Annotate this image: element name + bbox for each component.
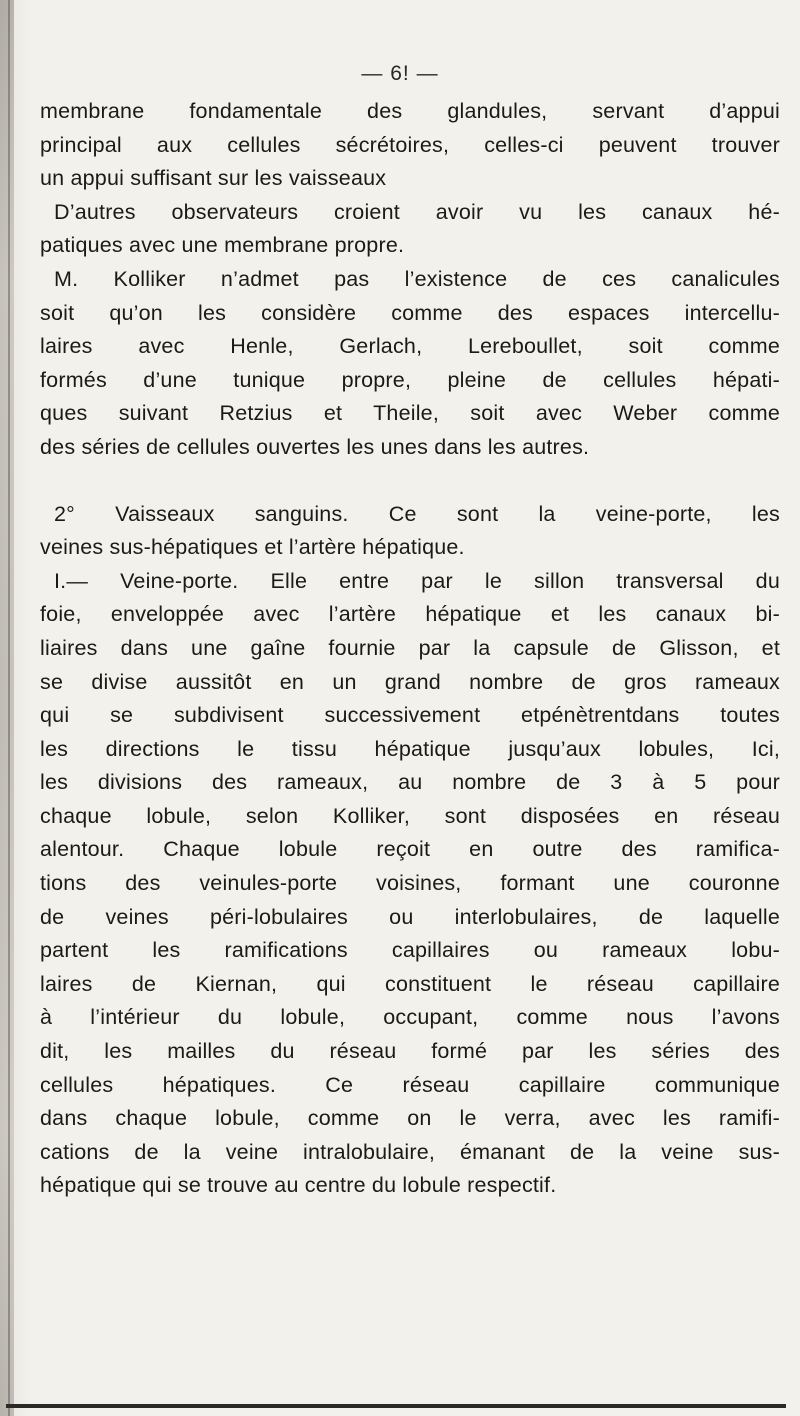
binding-gutter	[0, 0, 14, 1416]
section-gap	[40, 465, 780, 498]
text-line: partent les ramifications capillaires ou rameaux lobu-	[40, 938, 780, 963]
text-line: D’autres observateurs croient avoir vu les canaux hé-	[54, 199, 780, 224]
text-line: cations de la veine intralobulaire, émanant de la veine sus-	[40, 1139, 780, 1164]
text-line: membrane fondamentale des glandules, servant d’appui	[40, 99, 780, 123]
text-line: des séries de cellules ouvertes les unes dans les autres.	[40, 434, 590, 459]
text-line: laires avec Henle, Gerlach, Lereboullet, soit comme	[40, 334, 780, 359]
text-line: alentour. Chaque lobule reçoit en outre des ramifica-	[40, 837, 780, 862]
text-line: les directions le tissu hépatique jusqu’aux lobules, Ici,	[40, 736, 780, 761]
text-line: principal aux cellules sécrétoires, celles-ci peuvent trouver	[40, 132, 780, 157]
text-line: dans chaque lobule, comme on le verra, avec les ramifi-	[40, 1106, 780, 1131]
text-line: formés d’une tunique propre, pleine de cellules hépati-	[40, 367, 780, 392]
text-line: chaque lobule, selon Kolliker, sont disposées en réseau	[40, 803, 780, 828]
text-line: ques suivant Retzius et Theile, soit avec Weber comme	[40, 401, 780, 426]
text-line: de veines péri-lobulaires ou interlobulaires, de laquelle	[40, 904, 780, 929]
text-line: hépatique qui se trouve au centre du lobule respectif.	[40, 1173, 557, 1198]
text-line: qui se subdivisent successivement etpénètrentdans toutes	[40, 703, 780, 728]
text-line: M. Kolliker n’admet pas l’existence de ces canalicules	[54, 266, 780, 291]
text-line: tions des veinules-porte voisines, formant une couronne	[40, 871, 780, 896]
text-line: liaires dans une gaîne fournie par la capsule de Glisson, et	[40, 635, 780, 660]
text-line: foie, enveloppée avec l’artère hépatique et les canaux bi-	[40, 602, 780, 627]
text-line: se divise aussitôt en un grand nombre de gros rameaux	[40, 669, 780, 694]
bottom-edge-rule	[6, 1404, 786, 1408]
text-line: patiques avec une membrane propre.	[40, 233, 405, 258]
subsection-heading-line: I.— Veine-porte. Elle entre par le sillon transversal du	[54, 568, 780, 593]
page-number: — 6! —	[361, 62, 439, 85]
text-line: dit, les mailles du réseau formé par les séries des	[40, 1039, 780, 1064]
binding-edge-line	[8, 0, 10, 1416]
text-line: les divisions des rameaux, au nombre de 3 à 5 pour	[40, 770, 780, 795]
section-heading-line: 2° Vaisseaux sanguins. Ce sont la veine-porte, les	[54, 501, 780, 526]
text-line: laires de Kiernan, qui constituent le réseau capillaire	[40, 971, 780, 996]
text-line: un appui suffisant sur les vaisseaux	[40, 166, 387, 191]
text-line: soit qu’on les considère comme des espaces intercellu-	[40, 300, 780, 325]
text-line: à l’intérieur du lobule, occupant, comme nous l’avons	[40, 1005, 780, 1030]
text-line: cellules hépatiques. Ce réseau capillaire communique	[40, 1072, 780, 1097]
body-text	[40, 95, 780, 1203]
text-line: veines sus-hépatiques et l’artère hépatique.	[40, 535, 465, 560]
